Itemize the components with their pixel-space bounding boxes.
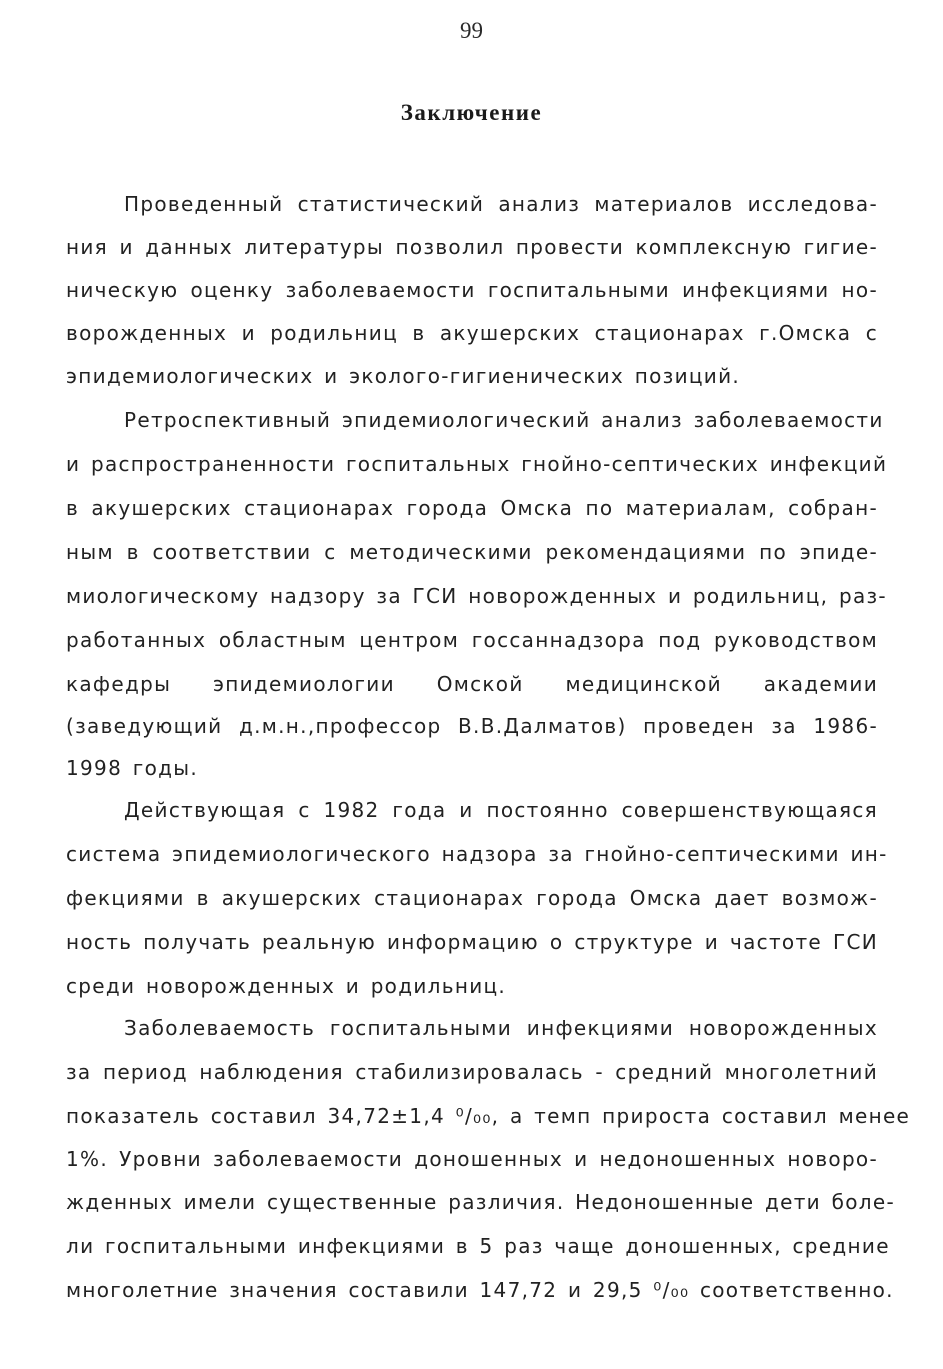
text-line: фекциями в акушерских стационарах города Омска дает возмож- <box>66 886 878 910</box>
text-line: Проведенный статистический анализ материалов исследова- <box>124 192 878 216</box>
text-line: эпидемиологических и эколого-гигиенических позиций. <box>66 364 741 388</box>
text-line: многолетние значения составили 147,72 и 29,5 ⁰/₀₀ соответственно. <box>66 1278 894 1302</box>
text-line: ность получать реальную информацию о структуре и частоте ГСИ <box>66 930 878 954</box>
text-line: показатель составил 34,72±1,4 ⁰/₀₀, а темп прироста составил менее <box>66 1104 911 1128</box>
text-line: Действующая с 1982 года и постоянно совершенствующаяся <box>124 798 878 822</box>
text-line: ворожденных и родильниц в акушерских стационарах г.Омска с <box>66 321 878 345</box>
text-line: ным в соответствии с методическими рекомендациями по эпиде- <box>66 540 878 564</box>
text-line: за период наблюдения стабилизировалась - средний многолетний <box>66 1060 878 1084</box>
page-number: 99 <box>460 18 483 43</box>
text-line: ли госпитальными инфекциями в 5 раз чаще доношенных, средние <box>66 1234 890 1258</box>
text-line: 1998 годы. <box>66 756 198 780</box>
text-line: 1%. Уровни заболеваемости доношенных и недоношенных новоро- <box>66 1147 878 1171</box>
text-line: ническую оценку заболеваемости госпитальными инфекциями но- <box>66 278 878 302</box>
text-line: (заведующий д.м.н.,профессор В.В.Далматов) проведен за 1986- <box>66 714 878 738</box>
text-line: система эпидемиологического надзора за гнойно-септическими ин- <box>66 842 888 866</box>
text-line: Ретроспективный эпидемиологический анализ заболеваемости <box>124 408 884 432</box>
text-line: в акушерских стационарах города Омска по материалам, собран- <box>66 496 878 520</box>
text-line: и распространенности госпитальных гнойно-септических инфекций <box>66 452 888 476</box>
text-line: миологическому надзору за ГСИ новорожденных и родильниц, раз- <box>66 584 887 608</box>
text-line: ния и данных литературы позволил провести комплексную гигие- <box>66 235 878 259</box>
text-line: Заболеваемость госпитальными инфекциями новорожденных <box>124 1016 878 1040</box>
text-line: кафедры эпидемиологии Омской медицинской академии <box>66 672 878 696</box>
text-line: жденных имели существенные различия. Недоношенные дети боле- <box>66 1190 896 1214</box>
text-line: среди новорожденных и родильниц. <box>66 974 507 998</box>
section-title: Заключение <box>400 100 543 125</box>
text-line: работанных областным центром госсаннадзора под руководством <box>66 628 878 652</box>
